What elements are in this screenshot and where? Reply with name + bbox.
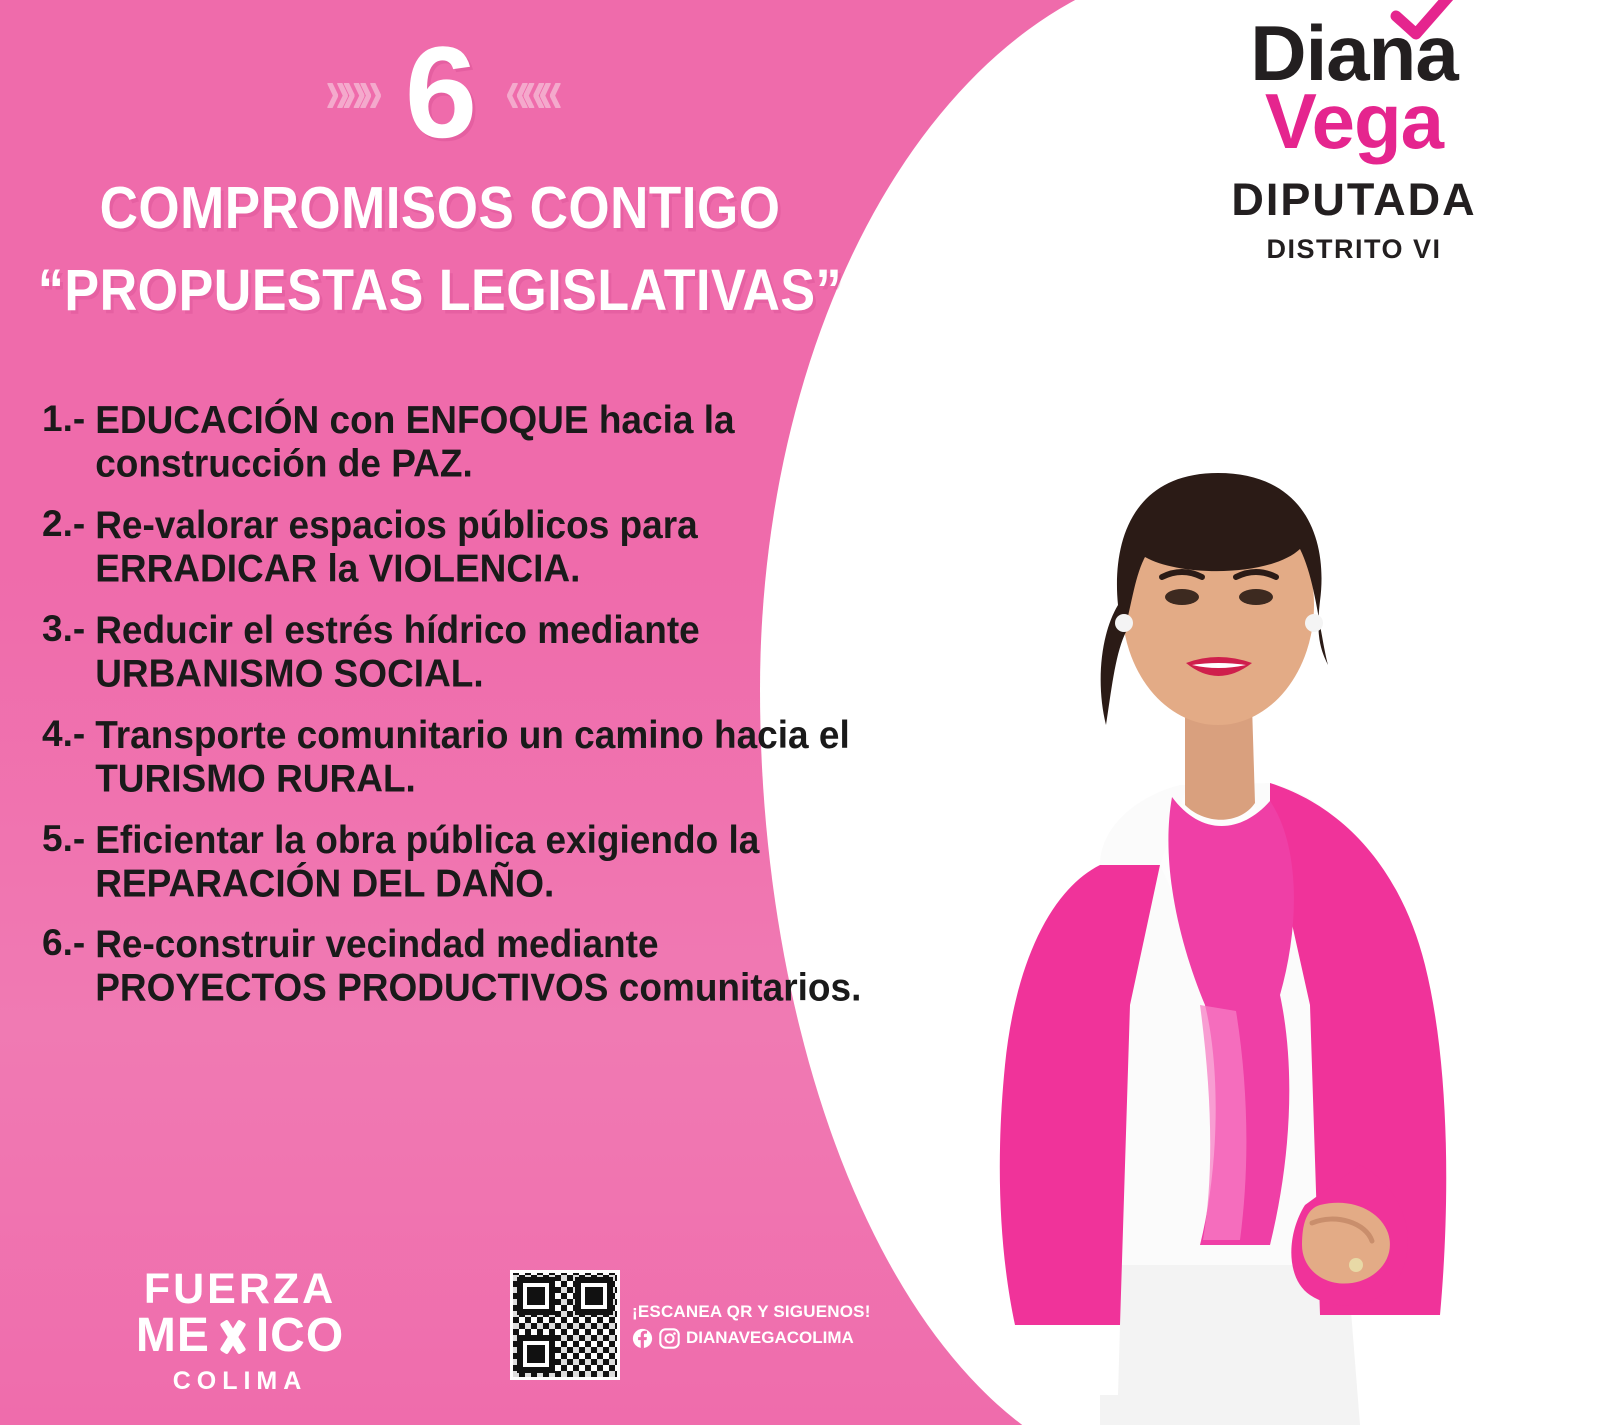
brand-district: DISTRITO VI	[1266, 234, 1442, 265]
proposal-number: 1.-	[42, 398, 86, 439]
candidate-photo	[800, 305, 1560, 1425]
party-logo-ico: ICO	[255, 1309, 345, 1362]
check-mark-icon	[1390, 0, 1464, 42]
proposal-text: EDUCACIÓN con ENFOQUE hacia la construcción de PAZ.	[95, 398, 735, 486]
proposal-text: Re-valorar espacios públicos para ERRADICAR la VIOLENCIA.	[95, 502, 698, 591]
list-item	[42, 817, 862, 905]
qr-call-to-action: ¡ESCANEA QR Y SIGUENOS!	[632, 1301, 871, 1321]
proposal-number: 6.-	[42, 922, 86, 964]
proposal-number: 2.-	[42, 502, 86, 544]
proposal-text: Re-construir vecindad mediante PROYECTOS PRODUCTIVOS comunitarios.	[95, 922, 862, 1010]
brand-block	[1204, 9, 1504, 265]
proposals-list	[42, 398, 862, 1027]
list-item	[42, 607, 862, 696]
list-item	[42, 502, 862, 591]
x-cross-icon	[212, 1315, 254, 1357]
proposal-number: 4.-	[42, 712, 86, 754]
proposal-text: Reducir el estrés hídrico mediante URBANISMO SOCIAL.	[95, 607, 700, 696]
party-logo-me: ME	[135, 1309, 210, 1362]
number-row	[0, 19, 880, 165]
brand-first-name-text: Diana	[1250, 9, 1458, 97]
party-logo-state: COLIMA	[172, 1367, 308, 1396]
brand-role: DIPUTADA	[1231, 174, 1477, 226]
party-logo-line-1: FUERZA	[143, 1265, 337, 1313]
chevrons-right-icon: »»»	[325, 55, 375, 127]
list-item	[42, 922, 862, 1010]
qr-code-icon[interactable]	[510, 1270, 620, 1380]
social-handle[interactable]: DIANAVEGACOLIMA	[686, 1328, 854, 1347]
proposal-text: Transporte comunitario un camino hacia el TURISMO RURAL.	[95, 712, 850, 801]
party-logo-line-2	[110, 1311, 370, 1361]
facebook-icon[interactable]	[632, 1328, 653, 1349]
proposal-text: Eficientar la obra pública exigiendo la REPARACIÓN DEL DAÑO.	[95, 817, 760, 905]
headline-line-2: “PROPUESTAS LEGISLATIVAS”	[37, 258, 843, 324]
brand-last-name: Vega	[1264, 77, 1444, 166]
headline-block	[0, 19, 880, 324]
headline-line-1: COMPROMISOS CONTIGO	[99, 175, 781, 242]
proposal-number: 5.-	[42, 817, 86, 859]
chevrons-left-icon: «««	[505, 55, 555, 127]
brand-first-name	[1250, 9, 1458, 97]
list-item	[42, 398, 862, 486]
instagram-icon[interactable]	[659, 1328, 680, 1349]
proposal-number: 3.-	[42, 607, 86, 649]
list-item	[42, 712, 862, 801]
party-logo	[110, 1265, 370, 1396]
commitments-count: 6	[404, 19, 476, 165]
